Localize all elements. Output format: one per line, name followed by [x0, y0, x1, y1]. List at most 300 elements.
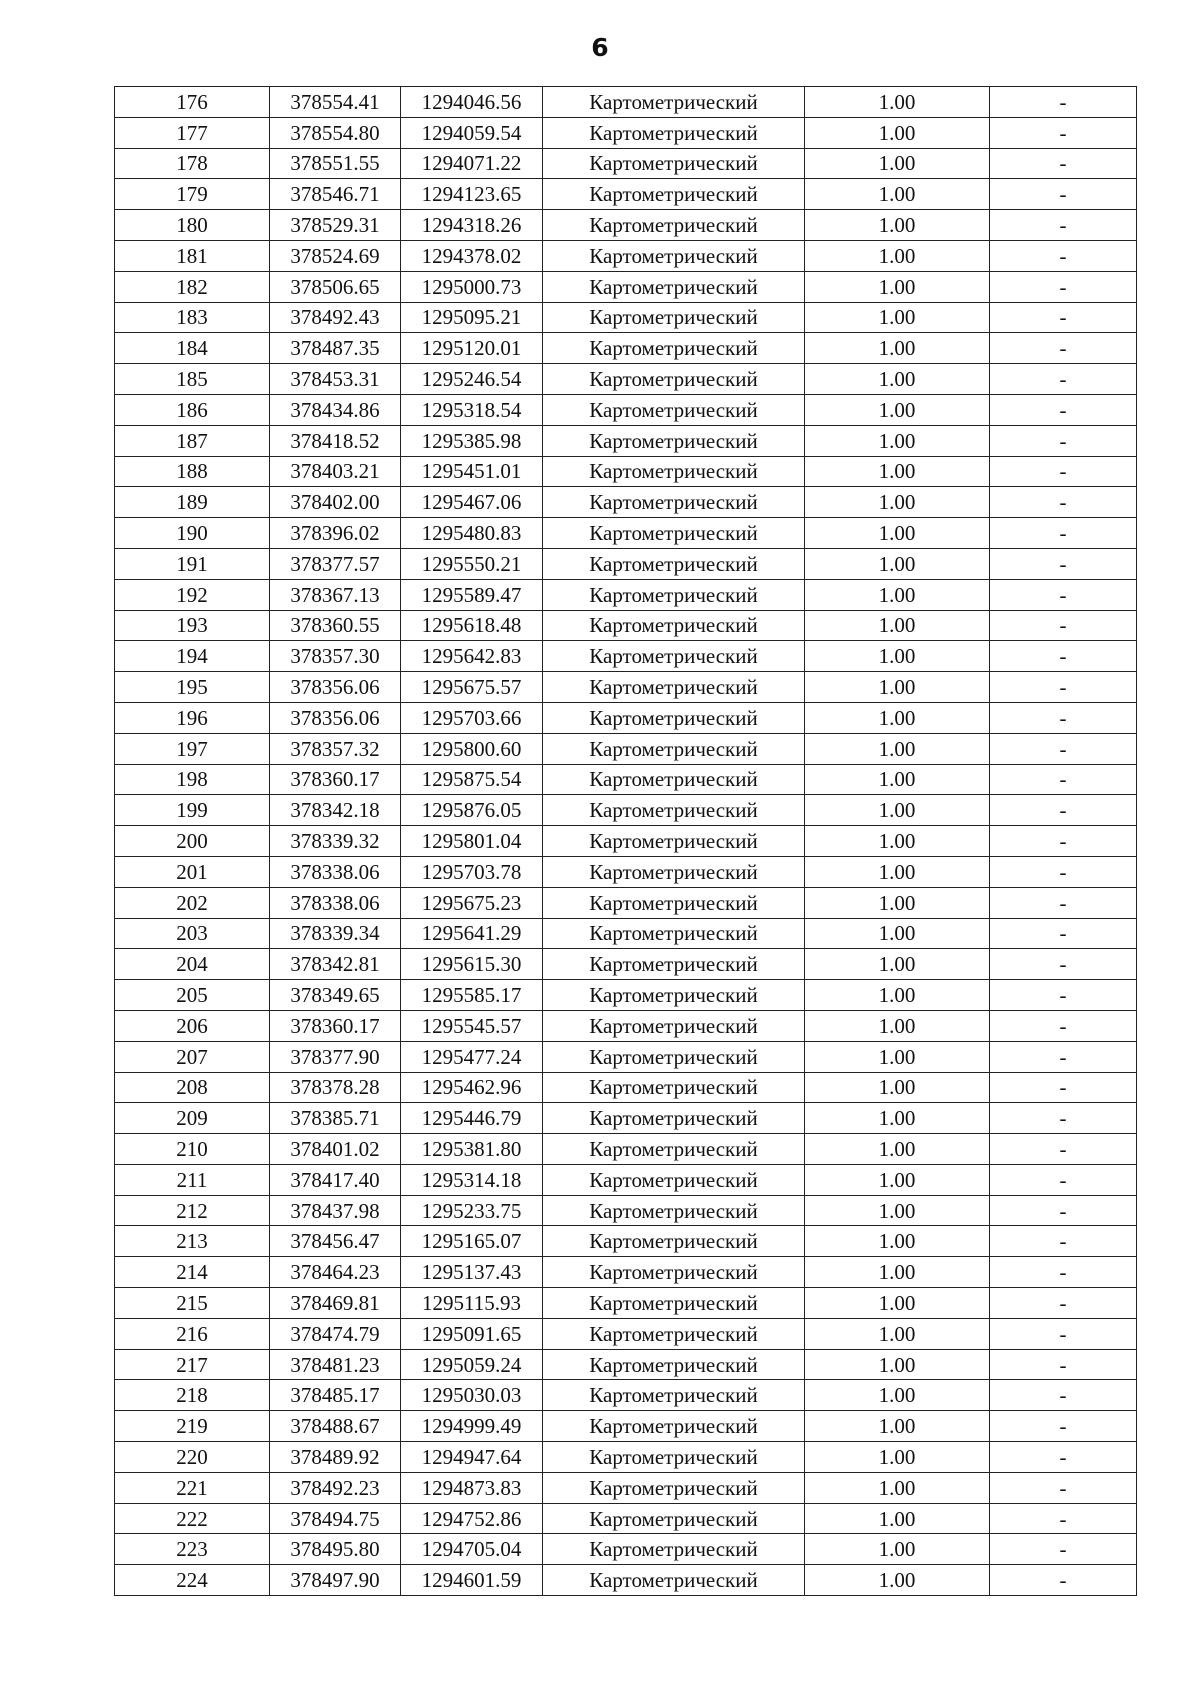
y-coordinate-cell: 1295091.65	[401, 1318, 543, 1349]
point-number-cell: 187	[115, 425, 270, 456]
accuracy-cell: 1.00	[805, 394, 990, 425]
accuracy-cell: 1.00	[805, 980, 990, 1011]
accuracy-cell: 1.00	[805, 210, 990, 241]
accuracy-cell: 1.00	[805, 302, 990, 333]
description-cell: -	[990, 949, 1137, 980]
y-coordinate-cell: 1295480.83	[401, 518, 543, 549]
y-coordinate-cell: 1295477.24	[401, 1041, 543, 1072]
table-row	[115, 1288, 1137, 1319]
point-number-cell: 191	[115, 548, 270, 579]
x-coordinate-cell: 378385.71	[270, 1103, 401, 1134]
description-cell: -	[990, 733, 1137, 764]
x-coordinate-cell: 378434.86	[270, 394, 401, 425]
description-cell: -	[990, 117, 1137, 148]
table-row	[115, 1041, 1137, 1072]
point-number-cell: 197	[115, 733, 270, 764]
accuracy-cell: 1.00	[805, 1072, 990, 1103]
x-coordinate-cell: 378360.17	[270, 764, 401, 795]
point-number-cell: 207	[115, 1041, 270, 1072]
x-coordinate-cell: 378357.32	[270, 733, 401, 764]
point-number-cell: 221	[115, 1472, 270, 1503]
point-number-cell: 192	[115, 579, 270, 610]
y-coordinate-cell: 1295703.78	[401, 856, 543, 887]
accuracy-cell: 1.00	[805, 795, 990, 826]
y-coordinate-cell: 1295467.06	[401, 487, 543, 518]
point-number-cell: 199	[115, 795, 270, 826]
point-number-cell: 189	[115, 487, 270, 518]
method-cell: Картометрический	[543, 702, 805, 733]
method-cell: Картометрический	[543, 1318, 805, 1349]
accuracy-cell: 1.00	[805, 1565, 990, 1596]
y-coordinate-cell: 1295381.80	[401, 1134, 543, 1165]
accuracy-cell: 1.00	[805, 240, 990, 271]
x-coordinate-cell: 378356.06	[270, 672, 401, 703]
table-row	[115, 949, 1137, 980]
point-number-cell: 183	[115, 302, 270, 333]
method-cell: Картометрический	[543, 980, 805, 1011]
coordinates-table	[114, 86, 1137, 1596]
accuracy-cell: 1.00	[805, 1411, 990, 1442]
table-row	[115, 364, 1137, 395]
accuracy-cell: 1.00	[805, 1103, 990, 1134]
table-row	[115, 548, 1137, 579]
y-coordinate-cell: 1295703.66	[401, 702, 543, 733]
description-cell: -	[990, 856, 1137, 887]
description-cell: -	[990, 487, 1137, 518]
y-coordinate-cell: 1295618.48	[401, 610, 543, 641]
table-row	[115, 1226, 1137, 1257]
point-number-cell: 186	[115, 394, 270, 425]
method-cell: Картометрический	[543, 1565, 805, 1596]
description-cell: -	[990, 918, 1137, 949]
description-cell: -	[990, 610, 1137, 641]
description-cell: -	[990, 1072, 1137, 1103]
method-cell: Картометрический	[543, 1503, 805, 1534]
method-cell: Картометрический	[543, 795, 805, 826]
y-coordinate-cell: 1295641.29	[401, 918, 543, 949]
y-coordinate-cell: 1295095.21	[401, 302, 543, 333]
x-coordinate-cell: 378554.41	[270, 87, 401, 118]
description-cell: -	[990, 1380, 1137, 1411]
accuracy-cell: 1.00	[805, 456, 990, 487]
accuracy-cell: 1.00	[805, 425, 990, 456]
x-coordinate-cell: 378349.65	[270, 980, 401, 1011]
y-coordinate-cell: 1295545.57	[401, 1010, 543, 1041]
method-cell: Картометрический	[543, 856, 805, 887]
accuracy-cell: 1.00	[805, 764, 990, 795]
point-number-cell: 194	[115, 641, 270, 672]
accuracy-cell: 1.00	[805, 672, 990, 703]
x-coordinate-cell: 378485.17	[270, 1380, 401, 1411]
table-row	[115, 1164, 1137, 1195]
y-coordinate-cell: 1295462.96	[401, 1072, 543, 1103]
accuracy-cell: 1.00	[805, 1503, 990, 1534]
table-row	[115, 456, 1137, 487]
method-cell: Картометрический	[543, 579, 805, 610]
y-coordinate-cell: 1294378.02	[401, 240, 543, 271]
table-row	[115, 1349, 1137, 1380]
table-row	[115, 210, 1137, 241]
table-row	[115, 1010, 1137, 1041]
accuracy-cell: 1.00	[805, 1349, 990, 1380]
accuracy-cell: 1.00	[805, 487, 990, 518]
point-number-cell: 212	[115, 1195, 270, 1226]
y-coordinate-cell: 1295165.07	[401, 1226, 543, 1257]
method-cell: Картометрический	[543, 826, 805, 857]
method-cell: Картометрический	[543, 1226, 805, 1257]
y-coordinate-cell: 1295314.18	[401, 1164, 543, 1195]
method-cell: Картометрический	[543, 1164, 805, 1195]
description-cell: -	[990, 1041, 1137, 1072]
x-coordinate-cell: 378497.90	[270, 1565, 401, 1596]
description-cell: -	[990, 1503, 1137, 1534]
point-number-cell: 177	[115, 117, 270, 148]
y-coordinate-cell: 1295800.60	[401, 733, 543, 764]
method-cell: Картометрический	[543, 672, 805, 703]
point-number-cell: 208	[115, 1072, 270, 1103]
method-cell: Картометрический	[543, 1257, 805, 1288]
x-coordinate-cell: 378367.13	[270, 579, 401, 610]
y-coordinate-cell: 1295059.24	[401, 1349, 543, 1380]
accuracy-cell: 1.00	[805, 702, 990, 733]
accuracy-cell: 1.00	[805, 641, 990, 672]
table-row	[115, 240, 1137, 271]
description-cell: -	[990, 1103, 1137, 1134]
table-row	[115, 610, 1137, 641]
point-number-cell: 178	[115, 148, 270, 179]
method-cell: Картометрический	[543, 1288, 805, 1319]
method-cell: Картометрический	[543, 1041, 805, 1072]
point-number-cell: 184	[115, 333, 270, 364]
x-coordinate-cell: 378378.28	[270, 1072, 401, 1103]
y-coordinate-cell: 1294752.86	[401, 1503, 543, 1534]
y-coordinate-cell: 1295246.54	[401, 364, 543, 395]
method-cell: Картометрический	[543, 1411, 805, 1442]
x-coordinate-cell: 378492.23	[270, 1472, 401, 1503]
description-cell: -	[990, 579, 1137, 610]
table-row	[115, 1134, 1137, 1165]
point-number-cell: 179	[115, 179, 270, 210]
description-cell: -	[990, 1472, 1137, 1503]
method-cell: Картометрический	[543, 87, 805, 118]
method-cell: Картометрический	[543, 1072, 805, 1103]
y-coordinate-cell: 1295876.05	[401, 795, 543, 826]
x-coordinate-cell: 378546.71	[270, 179, 401, 210]
y-coordinate-cell: 1295875.54	[401, 764, 543, 795]
description-cell: -	[990, 364, 1137, 395]
point-number-cell: 204	[115, 949, 270, 980]
x-coordinate-cell: 378338.06	[270, 856, 401, 887]
method-cell: Картометрический	[543, 1349, 805, 1380]
description-cell: -	[990, 179, 1137, 210]
accuracy-cell: 1.00	[805, 333, 990, 364]
table-row	[115, 733, 1137, 764]
description-cell: -	[990, 1134, 1137, 1165]
description-cell: -	[990, 240, 1137, 271]
description-cell: -	[990, 1349, 1137, 1380]
method-cell: Картометрический	[543, 394, 805, 425]
x-coordinate-cell: 378402.00	[270, 487, 401, 518]
page-number: 6	[591, 33, 609, 62]
description-cell: -	[990, 548, 1137, 579]
point-number-cell: 196	[115, 702, 270, 733]
table-row	[115, 980, 1137, 1011]
y-coordinate-cell: 1295585.17	[401, 980, 543, 1011]
x-coordinate-cell: 378356.06	[270, 702, 401, 733]
point-number-cell: 210	[115, 1134, 270, 1165]
accuracy-cell: 1.00	[805, 1010, 990, 1041]
method-cell: Картометрический	[543, 1195, 805, 1226]
accuracy-cell: 1.00	[805, 1288, 990, 1319]
y-coordinate-cell: 1295801.04	[401, 826, 543, 857]
accuracy-cell: 1.00	[805, 1257, 990, 1288]
method-cell: Картометрический	[543, 949, 805, 980]
point-number-cell: 200	[115, 826, 270, 857]
x-coordinate-cell: 378494.75	[270, 1503, 401, 1534]
method-cell: Картометрический	[543, 210, 805, 241]
x-coordinate-cell: 378360.17	[270, 1010, 401, 1041]
table-row	[115, 826, 1137, 857]
y-coordinate-cell: 1295675.23	[401, 887, 543, 918]
x-coordinate-cell: 378469.81	[270, 1288, 401, 1319]
accuracy-cell: 1.00	[805, 179, 990, 210]
table-row	[115, 333, 1137, 364]
x-coordinate-cell: 378377.57	[270, 548, 401, 579]
description-cell: -	[990, 980, 1137, 1011]
description-cell: -	[990, 795, 1137, 826]
y-coordinate-cell: 1295120.01	[401, 333, 543, 364]
point-number-cell: 209	[115, 1103, 270, 1134]
accuracy-cell: 1.00	[805, 1472, 990, 1503]
table-row	[115, 918, 1137, 949]
accuracy-cell: 1.00	[805, 1134, 990, 1165]
table-row	[115, 1565, 1137, 1596]
method-cell: Картометрический	[543, 548, 805, 579]
accuracy-cell: 1.00	[805, 1442, 990, 1473]
method-cell: Картометрический	[543, 179, 805, 210]
y-coordinate-cell: 1294318.26	[401, 210, 543, 241]
accuracy-cell: 1.00	[805, 148, 990, 179]
y-coordinate-cell: 1294999.49	[401, 1411, 543, 1442]
accuracy-cell: 1.00	[805, 949, 990, 980]
description-cell: -	[990, 333, 1137, 364]
accuracy-cell: 1.00	[805, 610, 990, 641]
point-number-cell: 203	[115, 918, 270, 949]
coordinates-table-body	[115, 87, 1137, 1596]
table-row	[115, 394, 1137, 425]
description-cell: -	[990, 1010, 1137, 1041]
point-number-cell: 213	[115, 1226, 270, 1257]
description-cell: -	[990, 1565, 1137, 1596]
y-coordinate-cell: 1295137.43	[401, 1257, 543, 1288]
description-cell: -	[990, 210, 1137, 241]
point-number-cell: 190	[115, 518, 270, 549]
accuracy-cell: 1.00	[805, 856, 990, 887]
table-row	[115, 271, 1137, 302]
y-coordinate-cell: 1295318.54	[401, 394, 543, 425]
x-coordinate-cell: 378488.67	[270, 1411, 401, 1442]
point-number-cell: 214	[115, 1257, 270, 1288]
y-coordinate-cell: 1295451.01	[401, 456, 543, 487]
accuracy-cell: 1.00	[805, 548, 990, 579]
table-row	[115, 856, 1137, 887]
x-coordinate-cell: 378506.65	[270, 271, 401, 302]
y-coordinate-cell: 1295550.21	[401, 548, 543, 579]
accuracy-cell: 1.00	[805, 579, 990, 610]
x-coordinate-cell: 378360.55	[270, 610, 401, 641]
point-number-cell: 218	[115, 1380, 270, 1411]
accuracy-cell: 1.00	[805, 1195, 990, 1226]
point-number-cell: 193	[115, 610, 270, 641]
description-cell: -	[990, 1226, 1137, 1257]
point-number-cell: 222	[115, 1503, 270, 1534]
description-cell: -	[990, 394, 1137, 425]
point-number-cell: 202	[115, 887, 270, 918]
description-cell: -	[990, 1164, 1137, 1195]
point-number-cell: 223	[115, 1534, 270, 1565]
description-cell: -	[990, 87, 1137, 118]
description-cell: -	[990, 702, 1137, 733]
x-coordinate-cell: 378464.23	[270, 1257, 401, 1288]
point-number-cell: 195	[115, 672, 270, 703]
method-cell: Картометрический	[543, 641, 805, 672]
table-row	[115, 117, 1137, 148]
method-cell: Картометрический	[543, 117, 805, 148]
point-number-cell: 215	[115, 1288, 270, 1319]
method-cell: Картометрический	[543, 1442, 805, 1473]
y-coordinate-cell: 1294071.22	[401, 148, 543, 179]
x-coordinate-cell: 378453.31	[270, 364, 401, 395]
y-coordinate-cell: 1295615.30	[401, 949, 543, 980]
accuracy-cell: 1.00	[805, 733, 990, 764]
table-row	[115, 1103, 1137, 1134]
method-cell: Картометрический	[543, 1010, 805, 1041]
method-cell: Картометрический	[543, 302, 805, 333]
x-coordinate-cell: 378339.32	[270, 826, 401, 857]
method-cell: Картометрический	[543, 1472, 805, 1503]
description-cell: -	[990, 456, 1137, 487]
accuracy-cell: 1.00	[805, 1164, 990, 1195]
method-cell: Картометрический	[543, 733, 805, 764]
description-cell: -	[990, 1411, 1137, 1442]
y-coordinate-cell: 1295642.83	[401, 641, 543, 672]
table-row	[115, 148, 1137, 179]
description-cell: -	[990, 1442, 1137, 1473]
x-coordinate-cell: 378342.18	[270, 795, 401, 826]
x-coordinate-cell: 378401.02	[270, 1134, 401, 1165]
point-number-cell: 176	[115, 87, 270, 118]
accuracy-cell: 1.00	[805, 826, 990, 857]
table-row	[115, 641, 1137, 672]
x-coordinate-cell: 378487.35	[270, 333, 401, 364]
method-cell: Картометрический	[543, 518, 805, 549]
accuracy-cell: 1.00	[805, 887, 990, 918]
table-row	[115, 1534, 1137, 1565]
x-coordinate-cell: 378403.21	[270, 456, 401, 487]
table-row	[115, 87, 1137, 118]
x-coordinate-cell: 378492.43	[270, 302, 401, 333]
y-coordinate-cell: 1295115.93	[401, 1288, 543, 1319]
description-cell: -	[990, 764, 1137, 795]
description-cell: -	[990, 1534, 1137, 1565]
y-coordinate-cell: 1294059.54	[401, 117, 543, 148]
method-cell: Картометрический	[543, 610, 805, 641]
x-coordinate-cell: 378554.80	[270, 117, 401, 148]
table-row	[115, 1318, 1137, 1349]
point-number-cell: 220	[115, 1442, 270, 1473]
method-cell: Картометрический	[543, 364, 805, 395]
table-row	[115, 179, 1137, 210]
description-cell: -	[990, 148, 1137, 179]
point-number-cell: 185	[115, 364, 270, 395]
x-coordinate-cell: 378529.31	[270, 210, 401, 241]
description-cell: -	[990, 1318, 1137, 1349]
table-row	[115, 1072, 1137, 1103]
method-cell: Картометрический	[543, 764, 805, 795]
point-number-cell: 219	[115, 1411, 270, 1442]
method-cell: Картометрический	[543, 333, 805, 364]
y-coordinate-cell: 1294601.59	[401, 1565, 543, 1596]
table-row	[115, 1411, 1137, 1442]
accuracy-cell: 1.00	[805, 87, 990, 118]
x-coordinate-cell: 378418.52	[270, 425, 401, 456]
accuracy-cell: 1.00	[805, 518, 990, 549]
x-coordinate-cell: 378342.81	[270, 949, 401, 980]
point-number-cell: 216	[115, 1318, 270, 1349]
y-coordinate-cell: 1295000.73	[401, 271, 543, 302]
table-row	[115, 1380, 1137, 1411]
description-cell: -	[990, 425, 1137, 456]
table-row	[115, 487, 1137, 518]
point-number-cell: 217	[115, 1349, 270, 1380]
table-row	[115, 672, 1137, 703]
point-number-cell: 201	[115, 856, 270, 887]
x-coordinate-cell: 378481.23	[270, 1349, 401, 1380]
accuracy-cell: 1.00	[805, 1041, 990, 1072]
table-row	[115, 1195, 1137, 1226]
point-number-cell: 182	[115, 271, 270, 302]
description-cell: -	[990, 672, 1137, 703]
x-coordinate-cell: 378377.90	[270, 1041, 401, 1072]
description-cell: -	[990, 1195, 1137, 1226]
accuracy-cell: 1.00	[805, 918, 990, 949]
accuracy-cell: 1.00	[805, 271, 990, 302]
x-coordinate-cell: 378396.02	[270, 518, 401, 549]
table-row	[115, 887, 1137, 918]
table-row	[115, 425, 1137, 456]
point-number-cell: 188	[115, 456, 270, 487]
method-cell: Картометрический	[543, 1380, 805, 1411]
point-number-cell: 180	[115, 210, 270, 241]
method-cell: Картометрический	[543, 240, 805, 271]
x-coordinate-cell: 378524.69	[270, 240, 401, 271]
point-number-cell: 211	[115, 1164, 270, 1195]
point-number-cell: 205	[115, 980, 270, 1011]
method-cell: Картометрический	[543, 425, 805, 456]
x-coordinate-cell: 378338.06	[270, 887, 401, 918]
y-coordinate-cell: 1294947.64	[401, 1442, 543, 1473]
table-row	[115, 1472, 1137, 1503]
description-cell: -	[990, 887, 1137, 918]
accuracy-cell: 1.00	[805, 117, 990, 148]
x-coordinate-cell: 378456.47	[270, 1226, 401, 1257]
description-cell: -	[990, 1257, 1137, 1288]
method-cell: Картометрический	[543, 918, 805, 949]
x-coordinate-cell: 378417.40	[270, 1164, 401, 1195]
method-cell: Картометрический	[543, 456, 805, 487]
point-number-cell: 181	[115, 240, 270, 271]
y-coordinate-cell: 1295385.98	[401, 425, 543, 456]
